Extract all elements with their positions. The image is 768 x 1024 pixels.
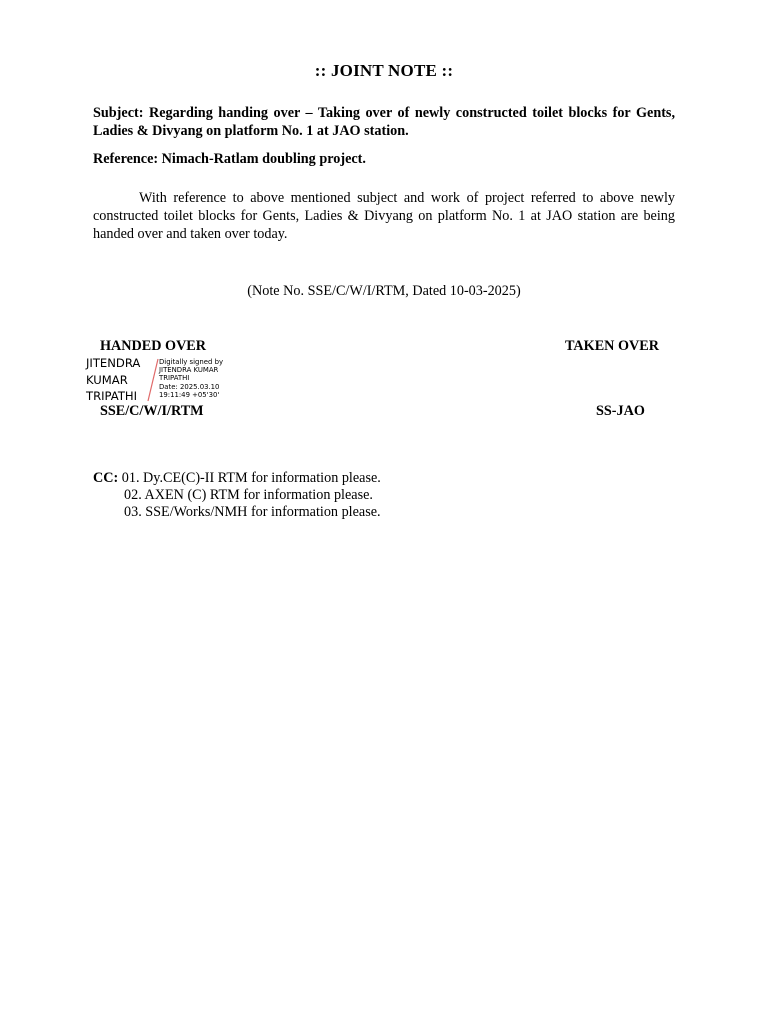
handed-over-heading: HANDED OVER: [100, 338, 207, 354]
cc-item-text: 02. AXEN (C) RTM for information please.: [124, 487, 373, 503]
taken-over-heading: TAKEN OVER: [565, 338, 659, 354]
signature-detail-line: Date: 2025.03.10: [159, 382, 220, 391]
subject-line: Subject: Regarding handing over – Taking over of newly constructed toilet blocks for Gents, Ladies & Divyang on platform No. 1 at JAO station.: [93, 105, 675, 139]
cc-label: CC:: [93, 470, 119, 486]
note-reference: (Note No. SSE/C/W/I/RTM, Dated 10-03-2025): [247, 283, 521, 299]
signature-details: [159, 358, 223, 399]
handed-over-designation: SSE/C/W/I/RTM: [100, 403, 204, 419]
reference-line: Reference: Nimach-Ratlam doubling project.: [93, 151, 366, 167]
cc-item-text: 01. Dy.CE(C)-II RTM for information please.: [121, 470, 381, 486]
taken-over-designation: SS-JAO: [596, 403, 645, 419]
signature-detail-line: TRIPATHI: [159, 374, 190, 383]
signature-detail-line: 19:11:49 +05'30': [159, 390, 220, 399]
signature-name: [86, 355, 140, 405]
signature-slash-icon: [146, 357, 160, 403]
page-title: :: JOINT NOTE ::: [314, 61, 454, 80]
signature-name-line: KUMAR: [86, 372, 128, 387]
cc-item: [93, 487, 381, 504]
body-text: With reference to above mentioned subject and work of project referred to above newly constructed toilet blocks for Gents, Ladies & Divyang on platform No. 1 at JAO station are being handed over and taken over today.: [93, 190, 675, 242]
signature-name-line: JITENDRA: [86, 356, 141, 370]
cc-item: [93, 470, 381, 487]
cc-list: [93, 470, 381, 521]
signature-name-line: TRIPATHI: [86, 389, 138, 403]
cc-item: [93, 504, 381, 521]
body-paragraph: [93, 189, 675, 243]
cc-item-text: 03. SSE/Works/NMH for information please.: [124, 504, 381, 520]
signature-detail-line: JITENDRA KUMAR: [159, 366, 219, 375]
digital-signature: [86, 355, 236, 405]
signature-detail-line: Digitally signed by: [159, 358, 224, 366]
